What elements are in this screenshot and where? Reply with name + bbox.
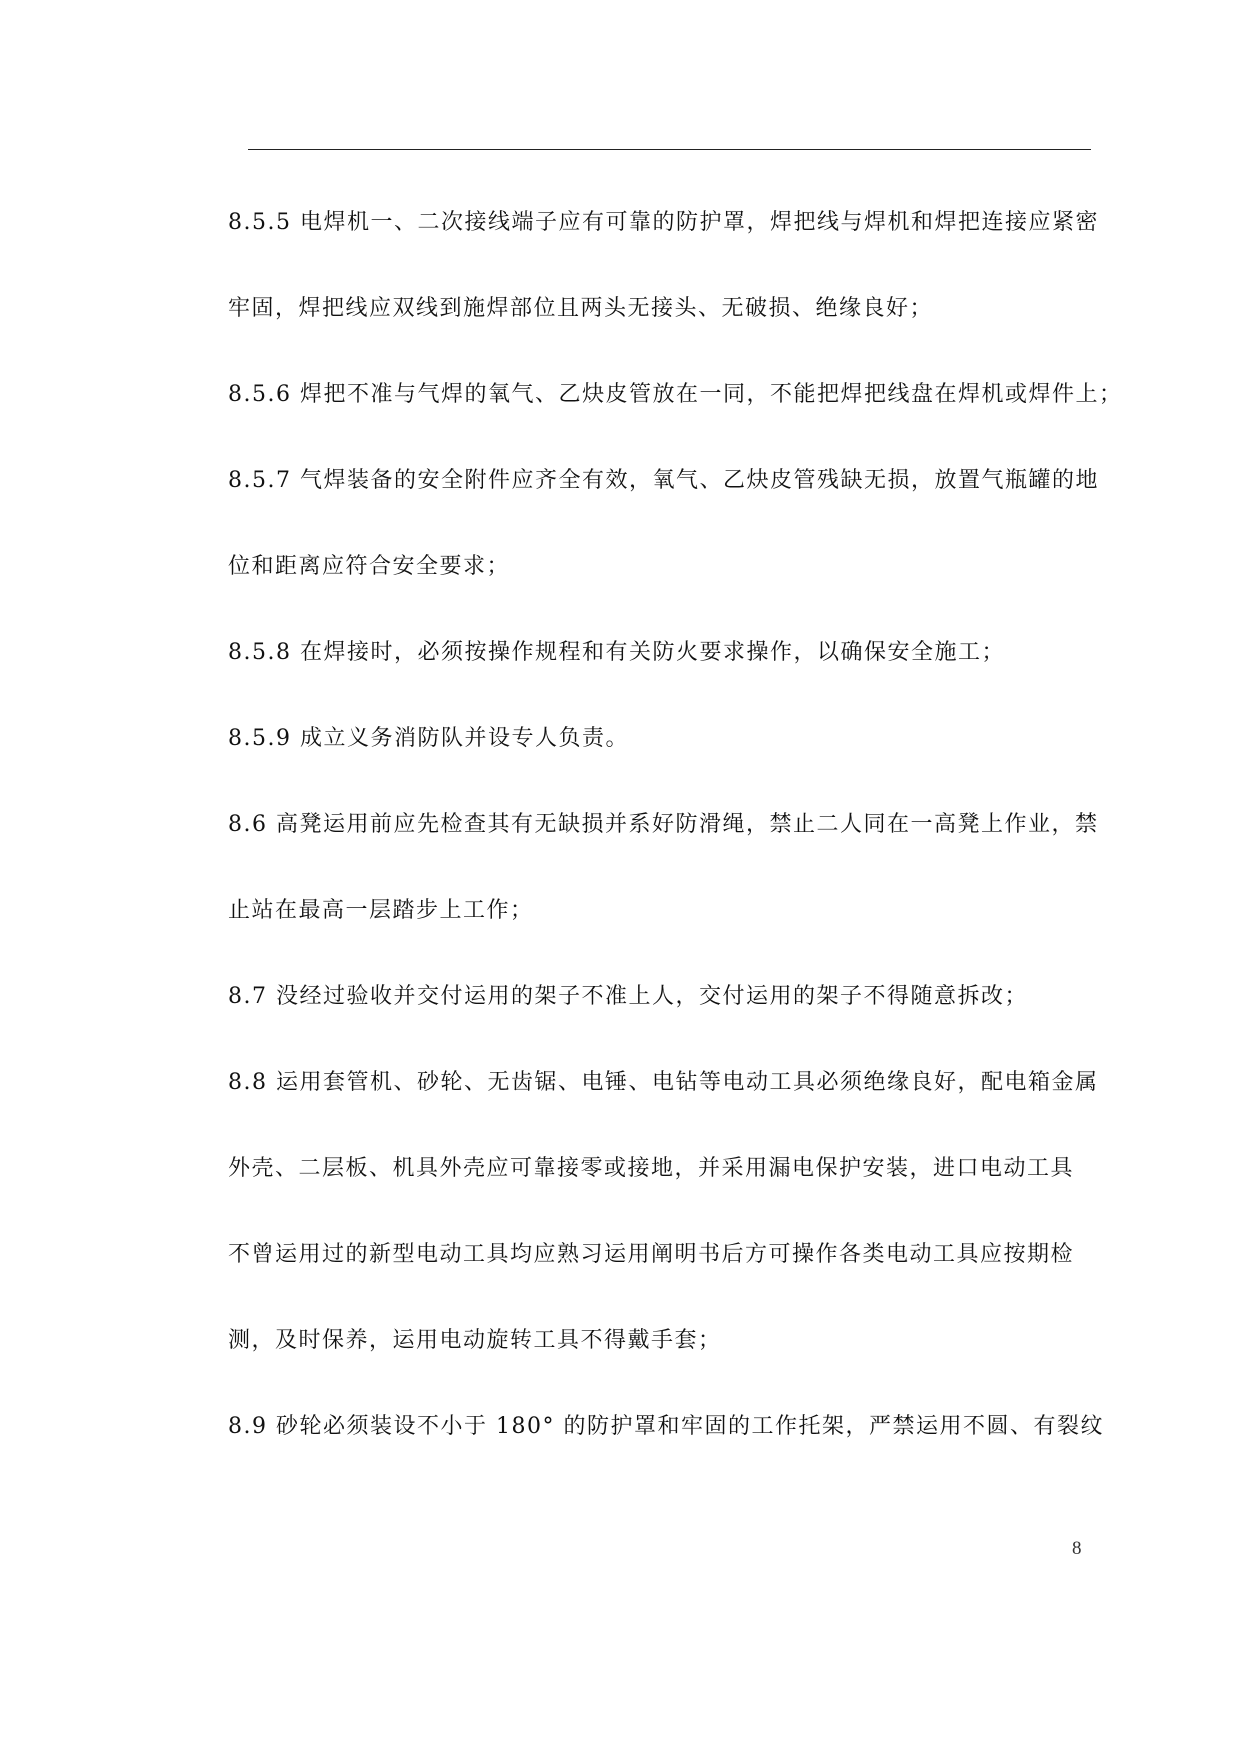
text-line: 8.7 没经过验收并交付运用的架子不准上人，交付运用的架子不得随意拆改； [228, 984, 1028, 1009]
text-line: 8.5.8 在焊接时，必须按操作规程和有关防火要求操作，以确保安全施工； [228, 640, 1005, 665]
header-rule [248, 149, 1091, 150]
text-line: 外壳、二层板、机具外壳应可靠接零或接地，并采用漏电保护安装，进口电动工具 [228, 1156, 1075, 1181]
text-line: 位和距离应符合安全要求； [228, 554, 511, 579]
text-line: 8.8 运用套管机、砂轮、无齿锯、电锤、电钻等电动工具必须绝缘良好，配电箱金属 [228, 1070, 1099, 1095]
text-line: 8.5.9 成立义务消防队并设专人负责。 [228, 726, 629, 751]
text-line: 牢固，焊把线应双线到施焊部位且两头无接头、无破损、绝缘良好； [228, 296, 934, 321]
text-line: 止站在最高一层踏步上工作； [228, 898, 534, 923]
text-line: 8.5.6 焊把不准与气焊的氧气、乙炔皮管放在一同，不能把焊把线盘在焊机或焊件上； [228, 382, 1123, 407]
text-line: 8.9 砂轮必须装设不小于 180° 的防护罩和牢固的工作托架，严禁运用不圆、有裂纹 [228, 1414, 1104, 1439]
text-line: 8.5.5 电焊机一、二次接线端子应有可靠的防护罩，焊把线与焊机和焊把连接应紧密 [228, 210, 1099, 235]
text-line: 8.6 高凳运用前应先检查其有无缺损并系好防滑绳，禁止二人同在一高凳上作业，禁 [228, 812, 1099, 837]
text-line: 8.5.7 气焊装备的安全附件应齐全有效，氧气、乙炔皮管残缺无损，放置气瓶罐的地 [228, 468, 1099, 493]
page-number: 8 [1072, 1538, 1082, 1559]
text-line: 不曾运用过的新型电动工具均应熟习运用阐明书后方可操作各类电动工具应按期检 [228, 1242, 1075, 1267]
text-line: 测，及时保养，运用电动旋转工具不得戴手套； [228, 1328, 722, 1353]
